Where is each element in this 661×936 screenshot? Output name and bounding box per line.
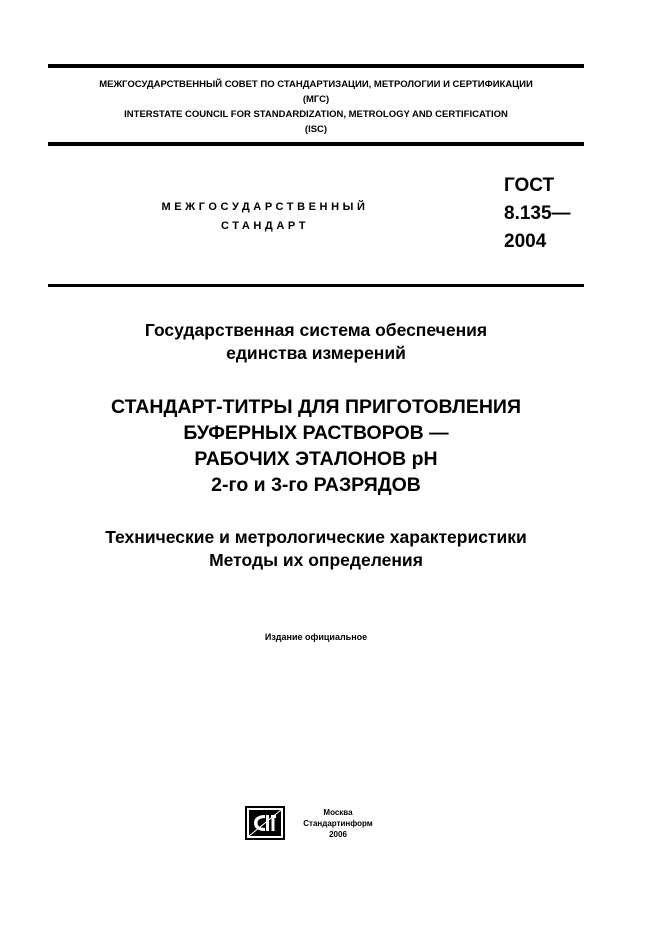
edition-note: Издание официальное bbox=[264, 632, 368, 642]
publisher-city: Москва bbox=[323, 808, 353, 817]
system-title-line2: единства измерений bbox=[226, 343, 406, 363]
standartinform-logo-icon bbox=[245, 806, 285, 840]
council-abbr-ru: (МГС) bbox=[302, 94, 330, 105]
system-title bbox=[40, 319, 592, 365]
publisher-imprint bbox=[290, 807, 386, 840]
standard-type-label bbox=[120, 198, 410, 236]
standard-type-line1: МЕЖГОСУДАРСТВЕННЫЙ bbox=[161, 201, 369, 213]
document-title-line4: 2-го и 3-го РАЗРЯДОВ bbox=[211, 474, 421, 496]
gost-designation bbox=[504, 172, 571, 256]
council-name-ru: МЕЖГОСУДАРСТВЕННЫЙ СОВЕТ ПО СТАНДАРТИЗАЦИИ, МЕТРОЛОГИИ И СЕРТИФИКАЦИИ bbox=[99, 79, 533, 90]
council-abbr-en: (ISC) bbox=[304, 124, 328, 135]
council-header bbox=[48, 77, 584, 137]
system-title-line1: Государственная система обеспечения bbox=[144, 320, 488, 340]
council-bottom-rule bbox=[48, 142, 584, 146]
document-title bbox=[40, 394, 592, 498]
document-subtitle-line2: Методы их определения bbox=[209, 550, 423, 570]
publisher-year: 2006 bbox=[329, 830, 347, 839]
document-title-line1: СТАНДАРТ-ТИТРЫ ДЛЯ ПРИГОТОВЛЕНИЯ bbox=[111, 396, 521, 418]
top-rule bbox=[48, 64, 584, 68]
document-subtitle bbox=[40, 526, 592, 572]
council-name-en: INTERSTATE COUNCIL FOR STANDARDIZATION, METROLOGY AND CERTIFICATION bbox=[124, 109, 508, 120]
document-title-line3: РАБОЧИХ ЭТАЛОНОВ pH bbox=[194, 448, 438, 470]
publisher-name: Стандартинформ bbox=[303, 819, 373, 828]
standard-type-line2: СТАНДАРТ bbox=[220, 220, 310, 232]
document-title-line2: БУФЕРНЫХ РАСТВОРОВ — bbox=[183, 422, 449, 444]
document-subtitle-line1: Технические и метрологические характеристики bbox=[105, 527, 527, 547]
gost-year: 2004 bbox=[504, 231, 547, 252]
header-bottom-rule bbox=[48, 284, 584, 287]
gost-number: 8.135— bbox=[504, 203, 571, 224]
gost-prefix: ГОСТ bbox=[504, 175, 555, 196]
